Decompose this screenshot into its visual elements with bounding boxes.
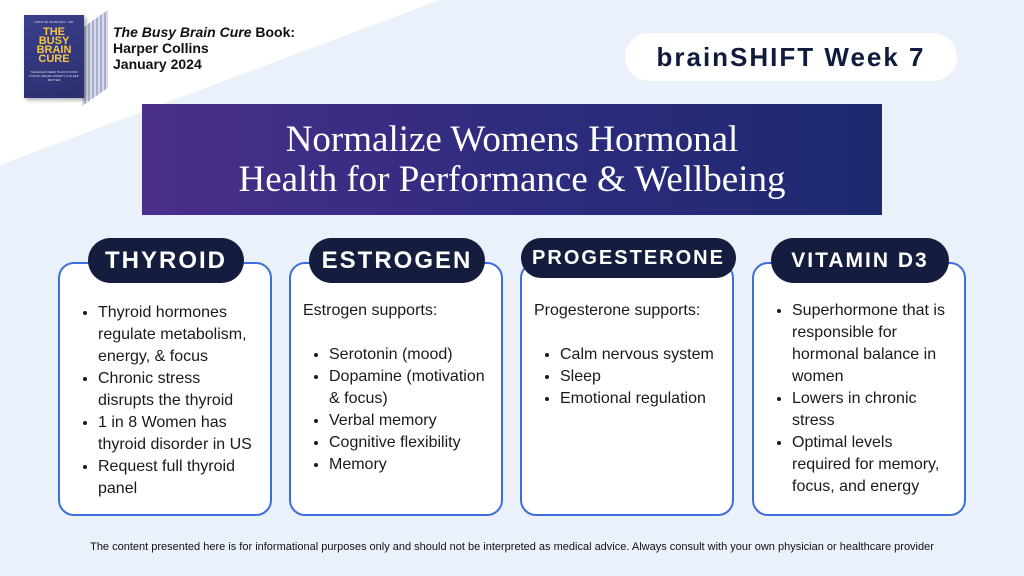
vitamin-d3-card-title: VITAMIN D3 xyxy=(771,238,949,283)
progesterone-list xyxy=(534,344,722,410)
book-info-publisher: Harper Collins xyxy=(113,40,209,56)
title-banner xyxy=(142,104,882,215)
book-info-date: January 2024 xyxy=(113,56,202,72)
list-item: • Verbal memory xyxy=(329,410,491,432)
week-badge: brainSHIFT Week 7 xyxy=(625,33,957,81)
list-item: • Lowers in chronic stress xyxy=(792,388,954,432)
book-cover-subtitle: THE EIGHT-WEEK PLAN TO FIND FOCUS, RELIEF ANXIETY & SLEEP BETTER xyxy=(29,70,79,82)
list-item: • Cognitive flexibility xyxy=(329,432,491,454)
list-item: • Request full thyroid panel xyxy=(98,456,260,500)
list-item: • Chronic stress disrupts the thyroid xyxy=(98,368,260,412)
list-item: • Thyroid hormones regulate metabolism, energy, & focus xyxy=(98,302,260,368)
banner-title-line-1: Normalize Womens Hormonal xyxy=(285,118,739,160)
progesterone-intro: Progesterone supports: xyxy=(534,302,701,319)
list-item: • Sleep xyxy=(560,366,722,388)
list-item: • Memory xyxy=(329,454,491,476)
list-item: • Serotonin (mood) xyxy=(329,344,491,366)
vitamin-d3-card xyxy=(752,262,966,516)
list-item: • Superhormone that is responsible for hormonal balance in women xyxy=(792,300,954,388)
banner-title-line-2: Health for Performance & Wellbeing xyxy=(238,158,786,200)
book-info xyxy=(113,24,313,72)
progesterone-card xyxy=(520,262,734,516)
book-cover-image xyxy=(24,15,84,98)
list-item: • Emotional regulation xyxy=(560,388,722,410)
estrogen-card xyxy=(289,262,503,516)
list-item: • Calm nervous system xyxy=(560,344,722,366)
list-item: • 1 in 8 Women has thyroid disorder in US xyxy=(98,412,260,456)
thyroid-card-title: THYROID xyxy=(88,238,244,283)
disclaimer-text: The content presented here is for informational purposes only and should not be interpreted as medical advice. Always consult with your own physician or healthcare provider xyxy=(90,541,934,553)
progesterone-card-title: PROGESTERONE xyxy=(521,238,736,278)
book-cover-title: THE BUSY BRAIN CURE xyxy=(36,26,72,65)
thyroid-list xyxy=(72,302,260,500)
list-item: • Optimal levels required for memory, focus, and energy xyxy=(792,432,954,498)
estrogen-list xyxy=(303,344,491,476)
vitamin-d3-list xyxy=(766,300,954,498)
thyroid-card xyxy=(58,262,272,516)
estrogen-card-title: ESTROGEN xyxy=(309,238,485,283)
estrogen-intro: Estrogen supports: xyxy=(303,302,438,319)
list-item: • Dopamine (motivation & focus) xyxy=(329,366,491,410)
book-info-title: The Busy Brain Cure Book: xyxy=(113,24,296,40)
book-cover-author: KRISTIE MORNING, MD xyxy=(34,20,74,24)
